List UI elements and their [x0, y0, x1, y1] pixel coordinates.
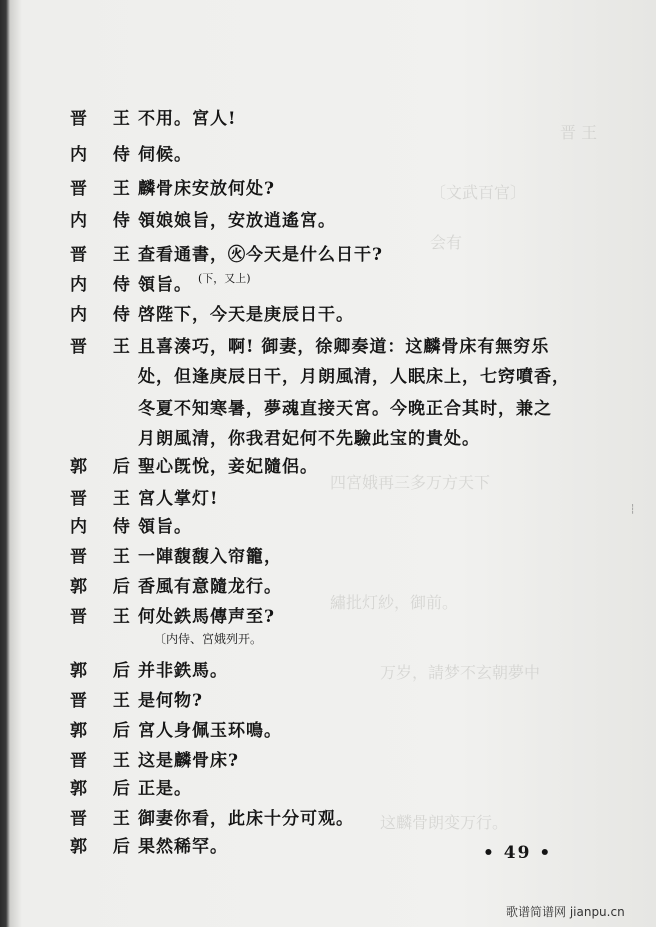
speaker-name: 郭 后 [70, 457, 140, 477]
dialogue-text: 一陣馥馥入帘籠， [138, 547, 282, 567]
dialogue-text: 麟骨床安放何处? [138, 179, 275, 199]
dialogue-text: 并非鉄馬。 [138, 661, 228, 681]
dialogue-line [70, 174, 275, 204]
speaker-name: 晋 王 [70, 179, 140, 199]
speaker-name: 晋 王 [70, 691, 140, 711]
dialogue-line [70, 512, 192, 542]
dialogue-text: 且喜湊巧，啊! 御妻，徐卿奏道：这麟骨床有無穷乐 [138, 337, 550, 357]
dialogue-line [70, 716, 282, 746]
speaker-name: 郭 后 [70, 837, 140, 857]
margin-mark: ┆ [630, 505, 636, 515]
speaker-name: 内 侍 [70, 517, 140, 537]
dialogue-line [70, 832, 228, 862]
dialogue-line [70, 240, 383, 270]
watermark: 歌谱简谱网 jianpu.cn [506, 905, 625, 919]
dialogue-text: 聖心旣悅，妾妃隨侶。 [138, 457, 318, 477]
dialogue-line [70, 686, 203, 716]
dialogue-text: 香風有意隨龙行。 [138, 577, 282, 597]
bleed-through: 万岁，請梦不玄朝夢中 [380, 663, 541, 682]
speaker-name: 内 侍 [70, 275, 140, 295]
dialogue-text: 何处鉄馬傳声至? [138, 607, 275, 627]
dialogue-line [70, 300, 354, 330]
dialogue-line [70, 746, 239, 776]
dialogue-line [70, 140, 192, 170]
dialogue-text: 御妻你看，此床十分可观。 [138, 809, 354, 829]
speaker-name: 晋 王 [70, 489, 140, 509]
dialogue-text: 这是麟骨床? [138, 751, 239, 771]
dialogue-line [70, 572, 282, 602]
bleed-through: 繡批灯紗，御前。 [330, 593, 459, 612]
stage-direction: 〔内侍、宮娥列开。 [154, 632, 263, 646]
dialogue-line [70, 270, 251, 300]
bleed-through: 四宮娥再三多万方天下 [330, 473, 491, 492]
dialogue-text: 啓陛下，今天是庚辰日干。 [138, 305, 354, 325]
bleed-through: 会有 [430, 233, 463, 252]
dialogue-line [70, 206, 336, 236]
dialogue-line [70, 804, 354, 834]
speaker-name: 内 侍 [70, 305, 140, 325]
dialogue-line [70, 484, 218, 514]
dialogue-line [70, 104, 236, 134]
dialogue-line [70, 656, 228, 686]
dialogue-line [70, 332, 549, 362]
dialogue-text: 查看通書，㊋今天是什么日干? [138, 245, 383, 265]
dialogue-line [70, 452, 318, 482]
speaker-name: 晋 王 [70, 607, 140, 627]
dialogue-text: 領旨。 [138, 275, 192, 295]
speaker-name: 郭 后 [70, 661, 140, 681]
dialogue-text: 宮人身佩玉环鳴。 [138, 721, 282, 741]
dialogue-text: 正是。 [138, 779, 192, 799]
speaker-name: 郭 后 [70, 721, 140, 741]
stage-direction: (下，又上) [198, 272, 251, 285]
speaker-name: 内 侍 [70, 145, 140, 165]
bleed-through: 〔文武百官〕 [430, 183, 527, 202]
speaker-name: 晋 王 [70, 547, 140, 567]
bleed-through: 这麟骨朗变万行。 [380, 813, 509, 832]
dialogue-text: 果然稀罕。 [138, 837, 228, 857]
dialogue-line [70, 542, 282, 572]
speaker-name: 晋 王 [70, 337, 140, 357]
page-number: • 49 • [483, 843, 553, 863]
dialogue-line [70, 774, 192, 804]
dialogue-text: 宮人掌灯! [138, 489, 219, 509]
speaker-name: 晋 王 [70, 809, 140, 829]
speaker-name: 内 侍 [70, 211, 140, 231]
dialogue-text: 不用。宮人! [138, 109, 237, 129]
speaker-name: 郭 后 [70, 577, 140, 597]
speaker-name: 郭 后 [70, 779, 140, 799]
dialogue-line [70, 602, 275, 632]
dialogue-continuation: 月朗風清，你我君妃何不先驗此宝的貴处。 [138, 429, 480, 449]
dialogue-continuation: 冬夏不知寒暑，夢魂直接天宮。今晚正合其时，兼之 [138, 399, 552, 419]
speaker-name: 晋 王 [70, 751, 140, 771]
dialogue-text: 領旨。 [138, 517, 192, 537]
speaker-name: 晋 王 [70, 109, 140, 129]
speaker-name: 晋 王 [70, 245, 140, 265]
dialogue-text: 領娘娘旨，安放逍遙宮。 [138, 211, 336, 231]
dialogue-continuation: 处，但逢庚辰日干，月朗風清，人眠床上，七窍噴香， [138, 367, 570, 387]
dialogue-text: 是何物? [138, 691, 203, 711]
dialogue-text: 伺候。 [138, 145, 192, 165]
bleed-through: 晋 王 [560, 123, 598, 142]
